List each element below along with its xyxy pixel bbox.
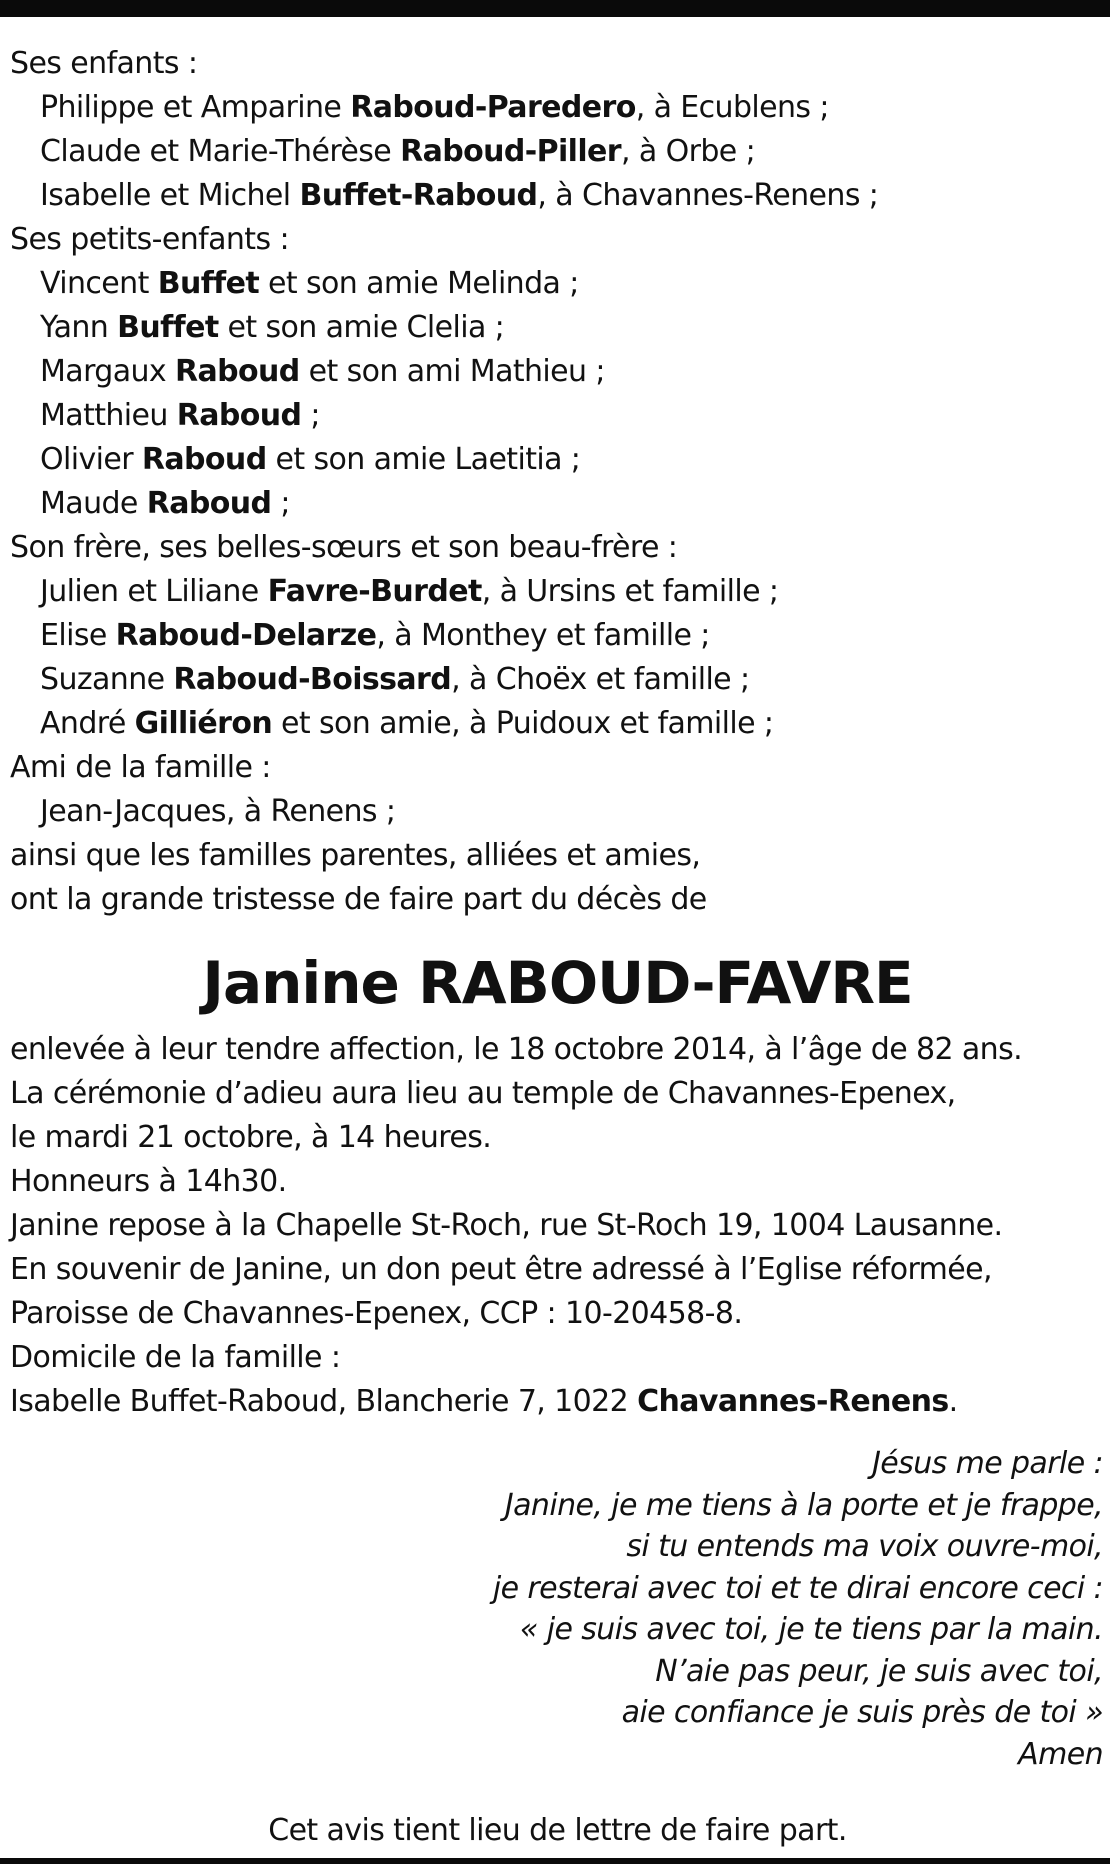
poem-line: Amen [1018, 1736, 1103, 1772]
poem-line: aie confiance je suis près de toi » [621, 1695, 1103, 1730]
family-member [10, 482, 1105, 526]
member-text: Yann [40, 310, 118, 345]
member-text: Vincent [40, 266, 158, 301]
top-rule [0, 0, 1110, 17]
deceased-name: Janine RABOUD-FAVRE [202, 949, 913, 1017]
member-text: André [40, 706, 135, 741]
member-text: , à Choëx et famille ; [451, 662, 750, 697]
family-member [10, 614, 1105, 658]
member-surname: Raboud-Piller [400, 134, 621, 169]
member-text: Julien et Liliane [40, 574, 268, 609]
family-section-siblings [10, 526, 1105, 746]
member-text: ; [301, 398, 320, 433]
member-text: Elise [40, 618, 116, 653]
member-surname: Raboud [141, 442, 267, 477]
domicile-text: Isabelle Buffet-Raboud, Blancherie 7, 1022 [10, 1384, 638, 1419]
family-section-friend [10, 746, 1105, 834]
family-member [10, 438, 1105, 482]
family-member [10, 306, 1105, 350]
member-text: Claude et Marie-Thérèse [40, 134, 401, 169]
member-text: Margaux [40, 354, 176, 389]
member-surname: Raboud [146, 486, 272, 521]
poem-line: « je suis avec toi, je te tiens par la main. [519, 1612, 1103, 1647]
family-section-children [10, 42, 1105, 218]
member-surname: Raboud-Boissard [173, 662, 452, 697]
member-text: et son amie Clelia ; [218, 310, 505, 345]
details-line: La cérémonie d’adieu aura lieu au temple de Chavannes-Epenex, [10, 1076, 956, 1111]
member-text: Isabelle et Michel [40, 178, 300, 213]
member-text: ; [271, 486, 290, 521]
details-line: Janine repose à la Chapelle St-Roch, rue St-Roch 19, 1004 Lausanne. [10, 1208, 1003, 1243]
poem-line: si tu entends ma voix ouvre-moi, [626, 1529, 1103, 1564]
section-heading: Ami de la famille : [10, 750, 271, 785]
member-surname: Buffet [117, 310, 219, 345]
domicile-town: Chavannes-Renens [637, 1384, 949, 1419]
member-text: et son amie, à Puidoux et famille ; [272, 706, 774, 741]
member-surname: Raboud [176, 398, 302, 433]
member-text: Jean-Jacques, à Renens ; [40, 794, 396, 829]
family-member [10, 86, 1105, 130]
family-member [10, 790, 1105, 834]
member-text: , à Orbe ; [621, 134, 756, 169]
details-line: Paroisse de Chavannes-Epenex, CCP : 10-20458-8. [10, 1296, 743, 1331]
poem-line: Janine, je me tiens à la porte et je frappe, [504, 1487, 1103, 1523]
family-member [10, 130, 1105, 174]
member-text: Matthieu [40, 398, 177, 433]
family-section-grandchildren [10, 218, 1105, 526]
poem-line: je resterai avec toi et te dirai encore ceci : [492, 1570, 1103, 1606]
announcement-line: ainsi que les familles parentes, alliées et amies, [10, 838, 701, 873]
member-text: et son amie Laetitia ; [266, 442, 581, 477]
section-heading: Ses petits-enfants : [10, 222, 289, 257]
member-text: , à Chavannes-Renens ; [537, 178, 879, 213]
member-surname: Raboud [175, 354, 300, 389]
member-text: , à Ecublens ; [635, 90, 829, 125]
family-member [10, 394, 1105, 438]
member-text: , à Ursins et famille ; [481, 574, 779, 609]
family-member [10, 658, 1105, 702]
details-line: En souvenir de Janine, un don peut être adressé à l’Eglise réformée, [10, 1252, 992, 1287]
announcement-line: ont la grande tristesse de faire part du décès de [10, 882, 707, 917]
member-surname: Buffet [157, 266, 260, 301]
section-heading: Ses enfants : [10, 46, 198, 81]
obituary-notice [10, 42, 1105, 1853]
member-surname: Raboud-Delarze [115, 618, 377, 653]
family-member [10, 702, 1105, 746]
ceremony-details [10, 1028, 1105, 1424]
member-text: , à Monthey et famille ; [376, 618, 710, 653]
details-line: Honneurs à 14h30. [10, 1164, 287, 1199]
details-line: le mardi 21 octobre, à 14 heures. [10, 1120, 492, 1155]
member-surname: Buffet-Raboud [299, 178, 538, 213]
details-line: Domicile de la famille : [10, 1340, 341, 1375]
member-surname: Raboud-Paredero [350, 90, 636, 125]
section-heading: Son frère, ses belles-sœurs et son beau-frère : [10, 530, 678, 565]
poem [10, 1443, 1105, 1775]
family-member [10, 262, 1105, 306]
bottom-rule [0, 1858, 1110, 1864]
closing-note: Cet avis tient lieu de lettre de faire part. [268, 1813, 847, 1848]
family-member [10, 570, 1105, 614]
member-text: Maude [40, 486, 147, 521]
details-line: enlevée à leur tendre affection, le 18 octobre 2014, à l’âge de 82 ans. [10, 1032, 1023, 1067]
member-text: Philippe et Amparine [40, 90, 351, 125]
poem-line: Jésus me parle : [872, 1446, 1103, 1481]
member-text: et son amie Melinda ; [259, 266, 579, 301]
domicile-address [10, 1380, 1105, 1424]
member-text: Olivier [40, 442, 142, 477]
family-member [10, 350, 1105, 394]
member-text: Suzanne [40, 662, 174, 697]
domicile-text: . [948, 1384, 958, 1419]
family-member [10, 174, 1105, 218]
poem-line: N’aie pas peur, je suis avec toi, [655, 1653, 1103, 1689]
member-surname: Favre-Burdet [267, 574, 482, 609]
announcement [10, 834, 1105, 922]
member-surname: Gilliéron [134, 706, 273, 741]
member-text: et son ami Mathieu ; [299, 354, 605, 389]
